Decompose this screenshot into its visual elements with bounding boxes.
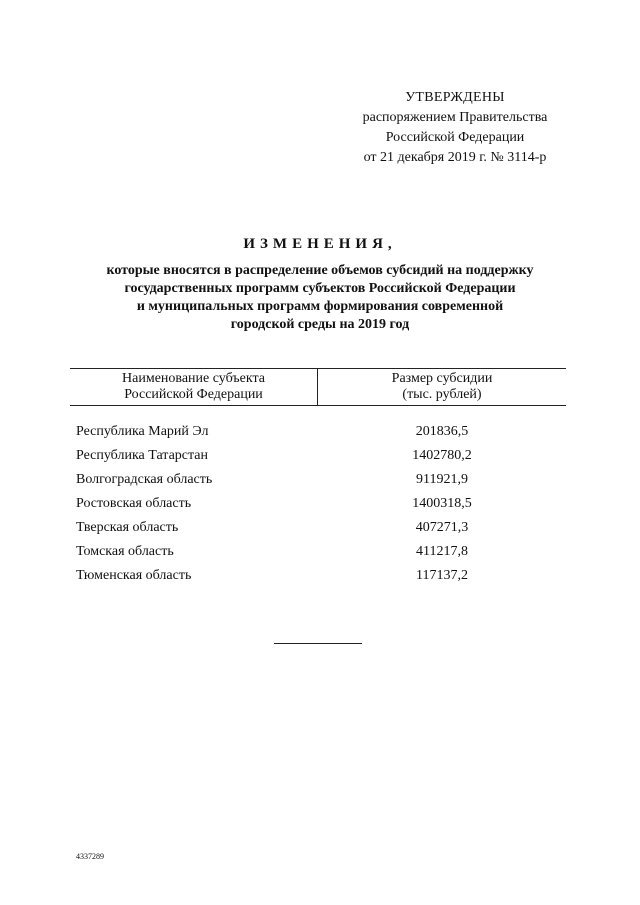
approval-heading: УТВЕРЖДЕНЫ: [405, 90, 505, 105]
document-subtitle: [70, 262, 570, 334]
end-of-document-line: [274, 643, 362, 644]
approval-line-3: от 21 декабря 2019 г. № 3114-р: [363, 150, 547, 165]
table-row: [70, 446, 566, 470]
region-name: Томская область: [76, 544, 174, 559]
region-name: Республика Татарстан: [76, 448, 209, 463]
column-header-subject: [70, 371, 317, 403]
document-title: ИЗМЕНЕНИЯ,: [243, 236, 397, 252]
column-header-subject-line-2: Российской Федерации: [124, 387, 263, 402]
region-name: Республика Марий Эл: [76, 424, 209, 439]
column-header-amount: [318, 371, 566, 403]
table-header: [70, 368, 566, 406]
table-body: [70, 422, 566, 590]
table-row: [70, 518, 566, 542]
subsidy-amount: 201836,5: [415, 424, 469, 439]
subsidy-amount: 407271,3: [415, 520, 469, 535]
subsidy-table: [70, 368, 566, 590]
subsidy-amount: 411217,8: [416, 544, 468, 559]
column-header-amount-line-2: (тыс. рублей): [402, 387, 482, 402]
region-name: Тверская область: [76, 520, 179, 535]
column-header-amount-line-1: Размер субсидии: [391, 371, 493, 386]
subtitle-line-1: которые вносятся в распределение объемов субсидий на поддержку: [106, 263, 534, 278]
region-name: Тюменская область: [76, 568, 192, 583]
table-row: [70, 542, 566, 566]
region-name: Волгоградская область: [76, 472, 213, 487]
approval-line-1: распоряжением Правительства: [362, 110, 548, 125]
region-name: Ростовская область: [76, 496, 192, 511]
table-row: [70, 494, 566, 518]
subtitle-line-4: городской среды на 2019 год: [230, 317, 410, 332]
column-header-subject-line-1: Наименование субъекта: [122, 371, 265, 386]
table-row: [70, 422, 566, 446]
approval-line-2: Российской Федерации: [385, 130, 525, 145]
approval-block: [340, 88, 570, 168]
subsidy-amount: 1402780,2: [412, 448, 472, 463]
table-row: [70, 566, 566, 590]
subtitle-line-2: государственных программ субъектов Российской Федерации: [124, 281, 516, 296]
subsidy-amount: 117137,2: [416, 568, 468, 583]
subsidy-amount: 1400318,5: [412, 496, 472, 511]
subtitle-line-3: и муниципальных программ формирования современной: [136, 299, 504, 314]
document-code: 4337289: [76, 852, 104, 861]
subsidy-amount: 911921,9: [416, 472, 468, 487]
table-row: [70, 470, 566, 494]
